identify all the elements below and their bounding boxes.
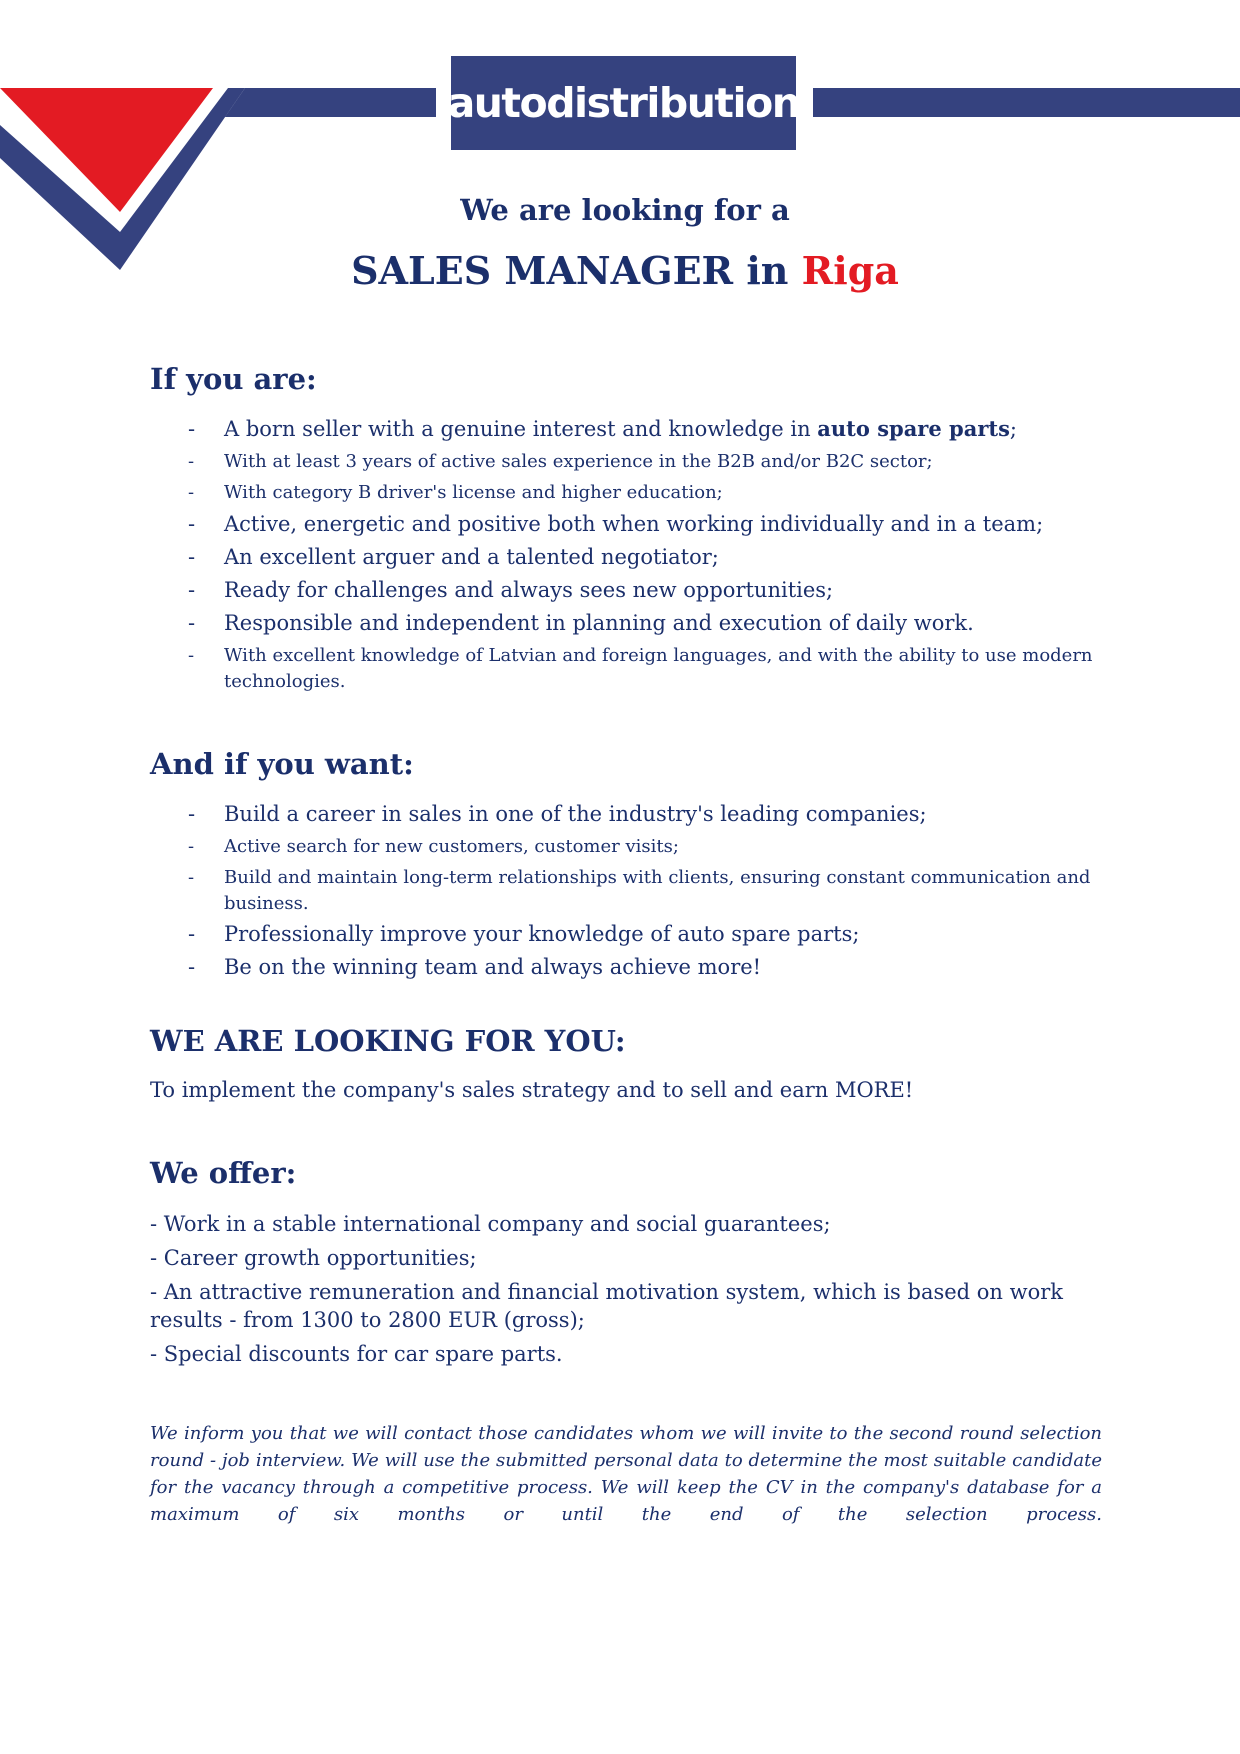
- wishes-list: [150, 801, 1100, 987]
- list-item: - Build a career in sales in one of the industry's leading companies;: [150, 801, 1100, 827]
- section-title-looking-for-you: WE ARE LOOKING FOR YOU:: [150, 1024, 626, 1058]
- list-item: - Special discounts for car spare parts.: [150, 1342, 563, 1366]
- section-title-if-you-want: And if you want:: [150, 747, 414, 781]
- list-item: - A born seller with a genuine interest and knowledge in auto spare parts;: [150, 416, 1100, 442]
- list-item: - An excellent arguer and a talented negotiator;: [150, 544, 1100, 570]
- requirements-list: [150, 416, 1100, 699]
- job-title: [0, 248, 1240, 293]
- header-band-right: [813, 88, 1240, 117]
- list-item: - Ready for challenges and always sees new opportunities;: [150, 577, 1100, 603]
- job-city: Riga: [801, 248, 899, 293]
- list-item: - With category B driver's license and higher education;: [150, 480, 1100, 506]
- section-title-if-you-are: If you are:: [150, 362, 317, 396]
- list-item: - Be on the winning team and always achieve more!: [150, 954, 1100, 980]
- list-item: - Professionally improve your knowledge of auto spare parts;: [150, 921, 1100, 947]
- list-item: - An attractive remuneration and financial motivation system, which is based on work results - from 1300 to 2800 EUR (gross);: [150, 1280, 1064, 1332]
- emphasis-text: auto spare parts: [817, 416, 1010, 441]
- list-item: - With excellent knowledge of Latvian and foreign languages, and with the ability to use modern technologies.: [150, 643, 1100, 695]
- list-item: - Active search for new customers, customer visits;: [150, 834, 1100, 860]
- privacy-disclaimer: We inform you that we will contact those candidates whom we will invite to the second round selection round - job interview. We will use the submitted personal data to determine the most suitable candidate for the vacancy through a competitive process. We will keep the CV in the company's database for a maximum of six months or until the end of the selection process.: [150, 1423, 1102, 1525]
- offer-list: [150, 1210, 1100, 1374]
- company-logo: [447, 56, 800, 150]
- headline-intro: We are looking for a: [460, 193, 790, 227]
- list-item: - Work in a stable international company and social guarantees;: [150, 1212, 831, 1236]
- list-item: - With at least 3 years of active sales experience in the B2B and/or B2C sector;: [150, 449, 1100, 475]
- section-title-we-offer: We offer:: [150, 1156, 297, 1190]
- list-item: - Responsible and independent in planning and execution of daily work.: [150, 610, 1100, 636]
- list-item: - Active, energetic and positive both when working individually and in a team;: [150, 511, 1100, 537]
- job-title-main: SALES MANAGER in: [351, 248, 789, 293]
- header-band-left: [225, 88, 436, 117]
- logo-wordmark: autodistribution: [447, 78, 800, 127]
- list-item: - Career growth opportunities;: [150, 1246, 477, 1270]
- list-item: - Build and maintain long-term relationships with clients, ensuring constant communication and business.: [150, 865, 1100, 917]
- looking-for-you-text: To implement the company's sales strategy and to sell and earn MORE!: [150, 1078, 914, 1102]
